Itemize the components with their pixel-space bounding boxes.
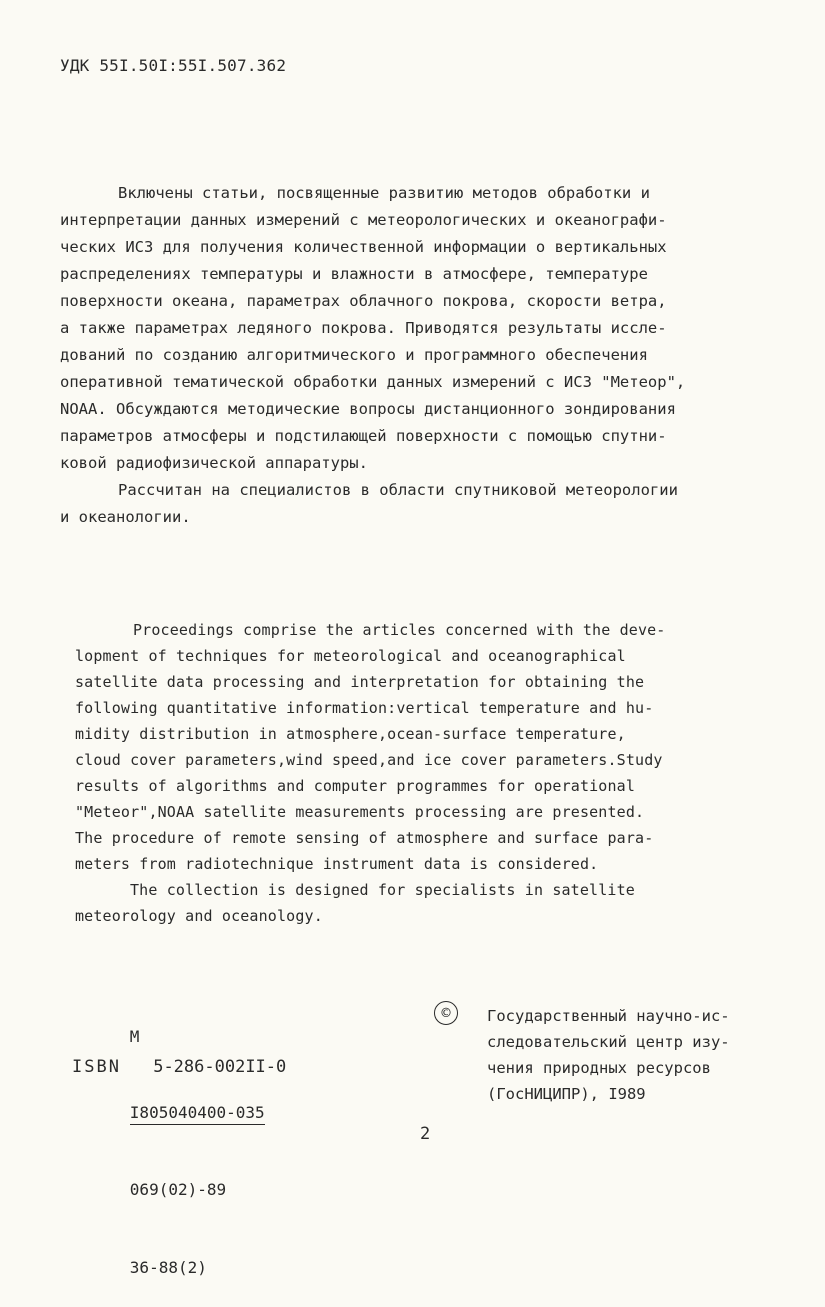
en-line: meters from radiotechnique instrument data is considered. [75, 855, 599, 873]
ru-line: оперативной тематической обработки данных измерений с ИСЗ "Метеор", [60, 373, 686, 391]
udk-classification: УДК 55I.50I:55I.507.362 [60, 56, 287, 75]
isbn-value: 5-286-002II-0 [153, 1057, 287, 1077]
ru-line: Включены статьи, посвященные развитию методов обработки и [118, 184, 650, 202]
ru-line: параметров атмосферы и подстилающей поверхности с помощью спутни- [60, 427, 667, 445]
ru-line: Рассчитан на специалистов в области спутниковой метеорологии [118, 481, 678, 499]
ru-line: и океанологии. [60, 508, 191, 526]
biblio-denominator: 069(02)-89 [129, 1180, 227, 1199]
ru-line: распределениях температуры и влажности в атмосфере, температуре [60, 265, 648, 283]
publisher-line: чения природных ресурсов [487, 1059, 711, 1077]
en-line: satellite data processing and interpretation for obtaining the [75, 673, 645, 691]
publisher-line: (ГосНИЦИПР), I989 [487, 1085, 646, 1103]
ru-line: ковой радиофизической аппаратуры. [60, 454, 368, 472]
ru-line: NOAA. Обсуждаются методические вопросы дистанционного зондирования [60, 400, 676, 418]
isbn-label: ISBN [72, 1057, 121, 1077]
publisher-line: следовательский центр изу- [487, 1033, 730, 1051]
english-abstract [75, 617, 775, 929]
en-line: midity distribution in atmosphere,ocean-surface temperature, [75, 725, 626, 743]
biblio-fraction [130, 1050, 265, 1255]
biblio-suffix: 36-88(2) [129, 1258, 207, 1277]
biblio-prefix: M [129, 1027, 140, 1046]
en-line: following quantitative information:vertical temperature and hu- [75, 699, 654, 717]
russian-abstract [60, 180, 775, 531]
copyright-icon: © [434, 1001, 458, 1025]
ru-line: интерпретации данных измерений с метеорологических и океанографи- [60, 211, 667, 229]
publisher-copyright [487, 1003, 787, 1107]
en-line: Proceedings comprise the articles concerned with the deve- [133, 621, 666, 639]
en-line: cloud cover parameters,wind speed,and ice cover parameters.Study [75, 751, 663, 769]
biblio-numerator: I805040400-035 [130, 1102, 265, 1125]
en-line: lopment of techniques for meteorological and oceanographical [75, 647, 626, 665]
en-line: meteorology and oceanology. [75, 907, 323, 925]
en-line: The procedure of remote sensing of atmosphere and surface para- [75, 829, 654, 847]
ru-line: дований по созданию алгоритмического и программного обеспечения [60, 346, 648, 364]
en-line: The collection is designed for specialists in satellite [130, 881, 635, 899]
page-number: 2 [420, 1124, 431, 1144]
publisher-line: Государственный научно-ис- [487, 1007, 730, 1025]
en-line: results of algorithms and computer programmes for operational [75, 777, 636, 795]
bibliographic-code [72, 998, 265, 1307]
ru-line: а также параметрах ледяного покрова. Приводятся результаты иссле- [60, 319, 667, 337]
en-line: "Meteor",NOAA satellite measurements processing are presented. [75, 803, 645, 821]
ru-line: поверхности океана, параметрах облачного покрова, скорости ветра, [60, 292, 667, 310]
isbn [72, 1057, 286, 1077]
ru-line: ческих ИСЗ для получения количественной информации о вертикальных [60, 238, 667, 256]
